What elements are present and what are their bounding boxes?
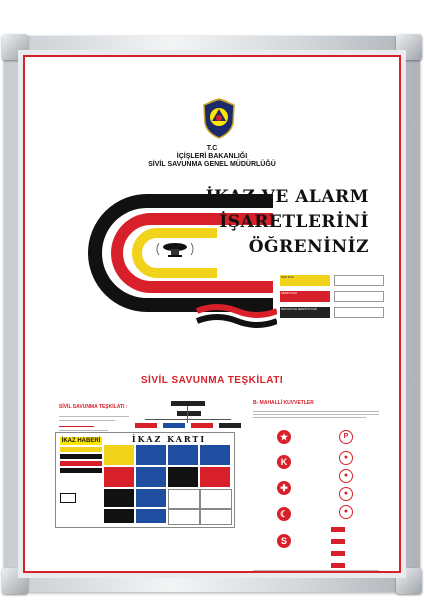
grid-cell — [104, 467, 134, 487]
grid-cell — [104, 445, 134, 465]
legend-yellow — [280, 275, 384, 286]
card-grid — [104, 445, 232, 525]
red-flag — [331, 527, 345, 532]
bottom-note — [253, 569, 379, 572]
right-text-block — [253, 409, 379, 420]
org-node — [219, 423, 241, 428]
radio-icon — [60, 493, 76, 503]
poster-title-line-1: İKAZ VE ALARM — [205, 187, 369, 207]
left-heading: SİVİL SAVUNMA TEŞKİLATI : — [59, 404, 128, 410]
person-symbol-icon: ● — [339, 451, 353, 465]
org-node — [191, 423, 213, 428]
grid-cell — [136, 489, 166, 507]
card-left-yellow — [60, 447, 102, 477]
grid-cell — [136, 445, 166, 465]
siren-icon — [157, 243, 193, 257]
poster-title-line-3: ÖĞRENİNİZ — [248, 237, 369, 257]
grid-cell — [104, 509, 134, 523]
legend-desc — [334, 275, 384, 286]
org-line-1: T.C — [206, 145, 218, 152]
legend-label: SARI IKAZ — [281, 276, 294, 279]
grid-cell — [136, 467, 166, 487]
grid-cell — [168, 489, 200, 509]
org-node — [163, 423, 185, 428]
crescent-symbol-icon: ☾ — [277, 507, 291, 521]
grid-cell — [104, 489, 134, 507]
legend-label: KIRMIZI IKAZ — [281, 292, 297, 295]
grid-cell — [168, 509, 200, 525]
ikaz-karti — [55, 432, 235, 528]
org-node — [171, 401, 205, 406]
grid-cell — [200, 445, 230, 465]
grid-cell — [168, 445, 198, 465]
person-symbol-icon: ● — [339, 487, 353, 501]
legend-label: RADYASYON SERPİNTİ İKAZI — [281, 308, 317, 311]
org-line-3: SİVİL SAVUNMA GENEL MÜDÜRLÜĞÜ — [148, 161, 276, 168]
card-title-wrap — [104, 433, 234, 443]
red-flag — [331, 539, 345, 544]
grid-cell — [168, 467, 198, 487]
haber-label: İKAZ HABERİ — [61, 438, 101, 444]
p-symbol-icon: P — [339, 430, 353, 444]
grid-cell — [200, 489, 232, 509]
grid-cell — [136, 509, 166, 523]
red-flag — [331, 563, 345, 568]
legend-desc — [334, 307, 384, 318]
legend-red — [280, 291, 384, 302]
org-line-2: İÇİŞLERİ BAKANLIĞI — [176, 153, 248, 160]
star-symbol-icon: ★ — [277, 430, 291, 444]
grid-cell — [200, 467, 230, 487]
k-symbol-icon: K — [277, 455, 291, 469]
poster-title-line-2: İŞARETLERİNİ — [219, 212, 369, 232]
org-node — [177, 411, 201, 416]
section-title: SİVİL SAVUNMA TEŞKİLATI — [140, 375, 284, 386]
card-title: İKAZ KARTI — [131, 434, 207, 444]
org-node — [135, 423, 157, 428]
legend-black — [280, 307, 384, 318]
cross-symbol-icon: ✚ — [277, 481, 291, 495]
person-symbol-icon: ● — [339, 505, 353, 519]
civil-defense-emblem — [201, 97, 237, 139]
legend-desc — [334, 291, 384, 302]
grid-cell — [200, 509, 232, 525]
person-symbol-icon: ● — [339, 469, 353, 483]
red-flag — [331, 551, 345, 556]
s-symbol-icon: S — [277, 534, 291, 548]
right-heading: B- MAHALLİ KUVVETLER — [253, 400, 314, 406]
